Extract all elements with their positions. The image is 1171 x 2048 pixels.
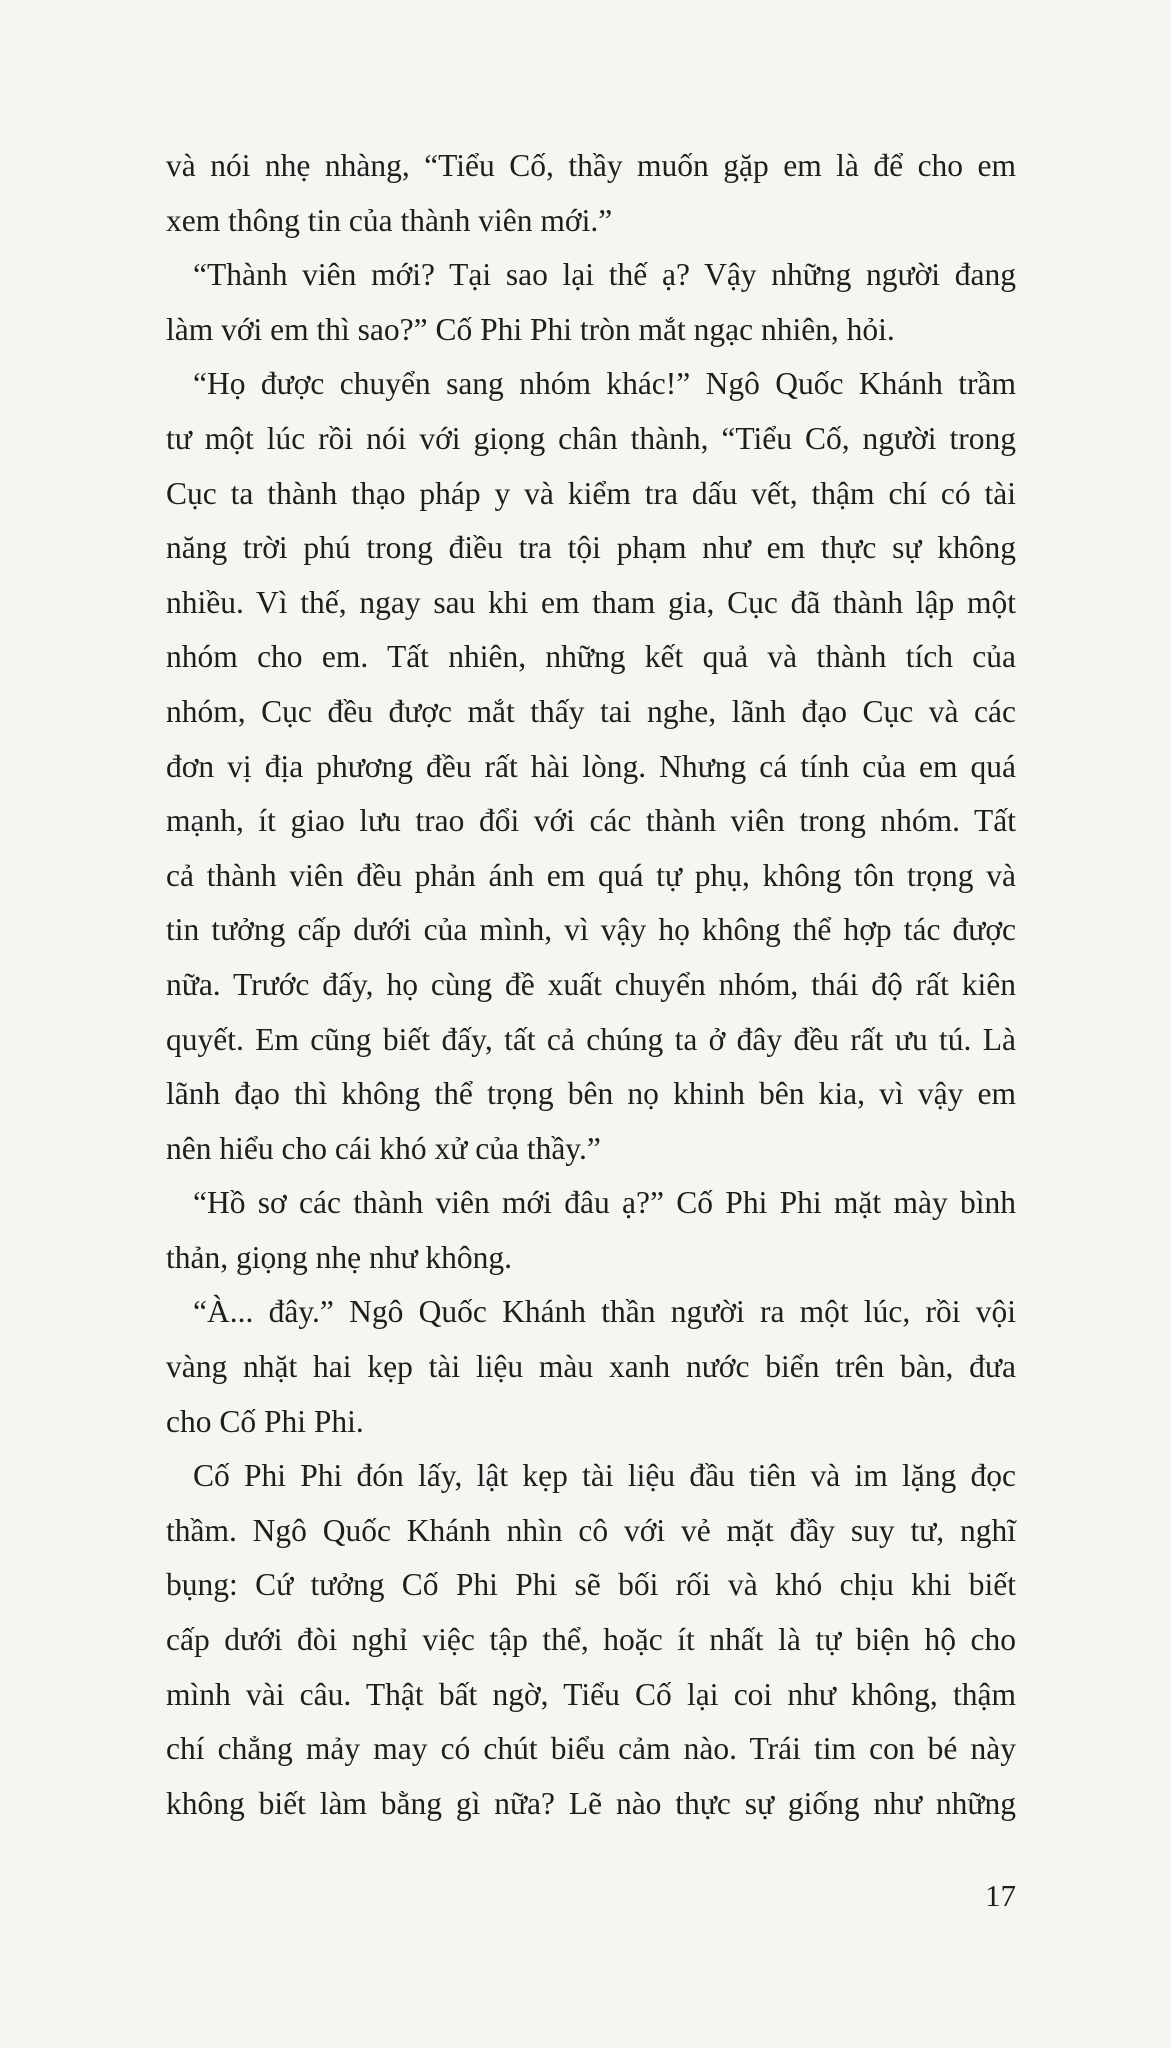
paragraph bbox=[166, 1449, 1016, 1831]
text-line: vàng nhặt hai kẹp tài liệu màu xanh nước biển trên bàn, đưa bbox=[166, 1349, 1016, 1385]
text-line: cả thành viên đều phản ánh em quá tự phụ, không tôn trọng và bbox=[166, 857, 1016, 893]
text-line: không biết làm bằng gì nữa? Lẽ nào thực sự giống như những bbox=[166, 1785, 1016, 1821]
paragraph bbox=[166, 1176, 1016, 1285]
text-line: nữa. Trước đấy, họ cùng đề xuất chuyển nhóm, thái độ rất kiên bbox=[166, 966, 1016, 1002]
text-line: nhóm, Cục đều được mắt thấy tai nghe, lãnh đạo Cục và các bbox=[166, 693, 1016, 729]
paragraph bbox=[166, 1285, 1016, 1449]
text-line: quyết. Em cũng biết đấy, tất cả chúng ta ở đây đều rất ưu tú. Là bbox=[166, 1021, 1016, 1057]
text-line: đơn vị địa phương đều rất hài lòng. Nhưng cá tính của em quá bbox=[166, 748, 1016, 784]
text-line: Cố Phi Phi đón lấy, lật kẹp tài liệu đầu tiên và im lặng đọc bbox=[193, 1458, 1016, 1494]
page-body-text bbox=[166, 139, 1016, 1831]
text-line: xem thông tin của thành viên mới.” bbox=[166, 202, 613, 238]
text-line: “Họ được chuyển sang nhóm khác!” Ngô Quốc Khánh trầm bbox=[193, 366, 1016, 402]
text-line: cấp dưới đòi nghỉ việc tập thể, hoặc ít nhất là tự biện hộ cho bbox=[166, 1622, 1016, 1658]
text-line: cho Cố Phi Phi. bbox=[166, 1403, 364, 1439]
paragraph bbox=[166, 248, 1016, 357]
text-line: năng trời phú trong điều tra tội phạm như em thực sự không bbox=[166, 530, 1016, 566]
text-line: mình vài câu. Thật bất ngờ, Tiểu Cố lại coi như không, thậm bbox=[166, 1676, 1016, 1712]
text-line: “Hồ sơ các thành viên mới đâu ạ?” Cố Phi Phi mặt mày bình bbox=[193, 1185, 1016, 1221]
text-line: chí chẳng mảy may có chút biểu cảm nào. Trái tim con bé này bbox=[166, 1731, 1016, 1767]
text-line: nhóm cho em. Tất nhiên, những kết quả và thành tích của bbox=[166, 639, 1016, 675]
page-number: 17 bbox=[985, 1878, 1016, 1913]
paragraph bbox=[166, 139, 1016, 248]
text-line: nhiều. Vì thế, ngay sau khi em tham gia, Cục đã thành lập một bbox=[166, 584, 1016, 620]
text-line: mạnh, ít giao lưu trao đổi với các thành viên trong nhóm. Tất bbox=[166, 803, 1016, 839]
text-line: và nói nhẹ nhàng, “Tiểu Cố, thầy muốn gặp em là để cho em bbox=[166, 148, 1016, 183]
text-line: “À... đây.” Ngô Quốc Khánh thần người ra một lúc, rồi vội bbox=[193, 1294, 1016, 1330]
text-line: thản, giọng nhẹ như không. bbox=[166, 1239, 513, 1275]
text-line: thầm. Ngô Quốc Khánh nhìn cô với vẻ mặt đầy suy tư, nghĩ bbox=[166, 1512, 1016, 1548]
text-line: nên hiểu cho cái khó xử của thầy.” bbox=[166, 1130, 601, 1166]
text-line: tin tưởng cấp dưới của mình, vì vậy họ không thể hợp tác được bbox=[166, 912, 1016, 948]
text-line: làm với em thì sao?” Cố Phi Phi tròn mắt ngạc nhiên, hỏi. bbox=[166, 311, 895, 347]
text-line: bụng: Cứ tưởng Cố Phi Phi sẽ bối rối và khó chịu khi biết bbox=[166, 1567, 1016, 1603]
text-line: Cục ta thành thạo pháp y và kiểm tra dấu vết, thậm chí có tài bbox=[166, 475, 1016, 511]
text-line: tư một lúc rồi nói với giọng chân thành, “Tiểu Cố, người trong bbox=[166, 420, 1016, 456]
paragraph bbox=[166, 357, 1016, 1176]
text-line: “Thành viên mới? Tại sao lại thế ạ? Vậy những người đang bbox=[193, 257, 1016, 293]
text-line: lãnh đạo thì không thể trọng bên nọ khinh bên kia, vì vậy em bbox=[166, 1076, 1016, 1112]
